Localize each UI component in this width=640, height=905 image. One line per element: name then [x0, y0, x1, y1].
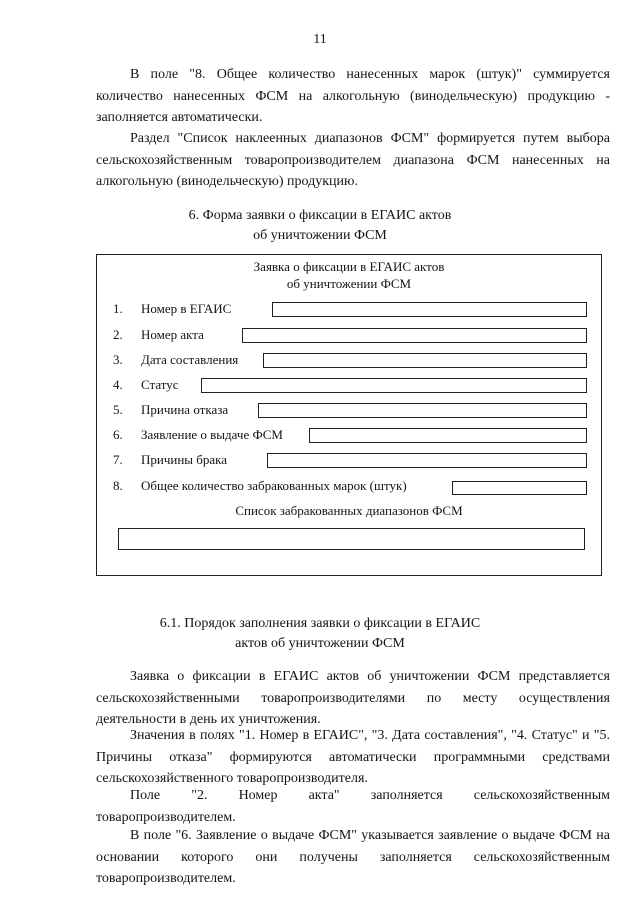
form-row-label: Номер в ЕГАИС — [141, 301, 232, 316]
form-row-6 — [113, 426, 283, 444]
form-title — [96, 258, 602, 292]
form-row-2 — [113, 326, 204, 344]
form-row-8 — [113, 477, 407, 495]
section-6-1-title-line-2: актов об уничтожении ФСМ — [235, 636, 405, 651]
status-field[interactable] — [201, 378, 587, 393]
page-number: 11 — [313, 32, 327, 47]
section-6-1-title — [0, 614, 640, 654]
form-row-label: Дата составления — [141, 352, 239, 367]
body-paragraph-4 — [96, 825, 610, 890]
date-field[interactable] — [263, 353, 587, 368]
form-row-label: Причина отказа — [141, 402, 229, 417]
form-row-number: 8. — [113, 478, 123, 493]
egais-number-field[interactable] — [272, 302, 587, 317]
intro-paragraph-1-text: В поле "8. Общее количество нанесенных марок (штук)" суммируется количество нанесенных ФСМ на алкогольную (винодельческую) продукцию - заполняется автоматически. — [96, 67, 610, 125]
form-title-line-1: Заявка о фиксации в ЕГАИС актов — [253, 259, 445, 274]
form-row-7 — [113, 451, 227, 469]
intro-paragraph-1 — [96, 64, 610, 129]
defect-reasons-field[interactable] — [267, 453, 587, 468]
form-row-number: 7. — [113, 452, 123, 467]
body-paragraph-1-text: Заявка о фиксации в ЕГАИС актов об уничтожении ФСМ представляется сельскохозяйственными товаропроизводителями по месту осуществления деятельности в день их уничтожения. — [96, 669, 610, 727]
form-row-number: 6. — [113, 427, 123, 442]
section-6-title-line-1: 6. Форма заявки о фиксации в ЕГАИС актов — [188, 208, 452, 223]
intro-paragraph-2 — [96, 128, 610, 193]
form-row-1 — [113, 300, 231, 318]
body-paragraph-3-text: Поле "2. Номер акта" заполняется сельскохозяйственным товаропроизводителем. — [96, 788, 610, 825]
act-number-field[interactable] — [242, 328, 587, 343]
form-row-label: Номер акта — [141, 327, 204, 342]
form-row-label: Статус — [141, 377, 179, 392]
form-row-label: Причины брака — [141, 452, 228, 467]
body-paragraph-3 — [96, 785, 610, 828]
form-title-line-2: об уничтожении ФСМ — [286, 276, 412, 291]
section-6-title-line-2: об уничтожении ФСМ — [253, 228, 387, 243]
form-row-number: 4. — [113, 377, 123, 392]
section-6-title — [0, 206, 640, 246]
body-paragraph-2-text: Значения в полях "1. Номер в ЕГАИС", "3. Дата составления", "4. Статус" и "5. Причины отказа" формируются автоматически программными средствами сельскохозяйственного товаропроизводителя. — [96, 728, 610, 786]
form-row-4 — [113, 376, 179, 394]
form-row-label: Заявление о выдаче ФСМ — [141, 427, 283, 442]
form-row-5 — [113, 401, 228, 419]
form-row-label: Общее количество забракованных марок (штук) — [141, 478, 407, 493]
section-6-1-title-line-1: 6.1. Порядок заполнения заявки о фиксации в ЕГАИС — [159, 616, 481, 631]
body-paragraph-2 — [96, 725, 610, 790]
form-row-number: 1. — [113, 301, 123, 316]
form-row-number: 2. — [113, 327, 123, 342]
rejection-reason-field[interactable] — [258, 403, 587, 418]
defective-stamps-count-field[interactable] — [452, 481, 587, 495]
form-row-number: 5. — [113, 402, 123, 417]
body-paragraph-4-text: В поле "6. Заявление о выдаче ФСМ" указывается заявление о выдаче ФСМ на основании которого они получены заполняется сельскохозяйственным товаропроизводителем. — [96, 828, 610, 886]
form-row-number: 3. — [113, 352, 123, 367]
defective-ranges-title: Список забракованных диапазонов ФСМ — [235, 503, 463, 518]
body-paragraph-1 — [96, 666, 610, 731]
intro-paragraph-2-text: Раздел "Список наклеенных диапазонов ФСМ" формируется путем выбора сельскохозяйственным товаропроизводителем диапазона ФСМ нанесенных на алкогольную (винодельческую) продукцию. — [96, 131, 610, 189]
form-row-3 — [113, 351, 238, 369]
defective-ranges-list[interactable] — [118, 528, 585, 550]
fsm-application-field[interactable] — [309, 428, 587, 443]
